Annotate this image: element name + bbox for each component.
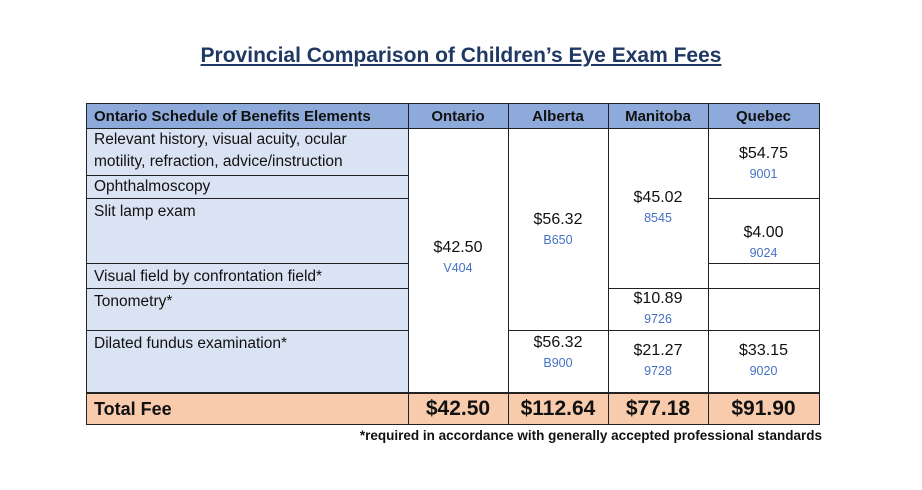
row-label-history: Relevant history, visual acuity, ocular motility, refraction, advice/instruction <box>86 129 408 175</box>
row-label-tonometry: Tonometry* <box>86 288 408 330</box>
cell-alberta-dilated <box>508 330 608 392</box>
fee-code: 9020 <box>749 364 778 378</box>
header-manitoba: Manitoba <box>608 103 708 129</box>
column-divider <box>408 103 409 425</box>
column-divider <box>608 103 609 425</box>
cell-quebec-tonometry <box>708 288 819 330</box>
cell-ontario-fee <box>408 129 508 392</box>
header-quebec: Quebec <box>708 103 819 129</box>
column-divider <box>708 103 709 425</box>
cell-quebec-dilated <box>708 330 819 392</box>
row-divider <box>86 330 408 331</box>
page-title: Provincial Comparison of Children’s Eye Exam Fees <box>200 44 722 67</box>
fee-code: 9024 <box>749 246 778 260</box>
table-border-left <box>86 103 87 425</box>
fee-amount: $10.89 <box>633 290 683 307</box>
fee-amount: $21.27 <box>633 342 683 359</box>
header-divider <box>86 128 820 129</box>
row-divider <box>86 175 408 176</box>
cell-quebec-visual-field <box>708 263 819 288</box>
column-divider <box>508 103 509 425</box>
total-manitoba: $77.18 <box>608 394 708 424</box>
fee-amount: $54.75 <box>739 145 788 162</box>
row-divider <box>608 288 820 289</box>
fee-code: B900 <box>543 356 573 370</box>
total-alberta: $112.64 <box>508 394 608 424</box>
row-divider <box>508 330 820 331</box>
total-divider <box>86 392 820 394</box>
header-alberta: Alberta <box>508 103 608 129</box>
row-label-slit-lamp: Slit lamp exam <box>86 198 408 263</box>
row-divider <box>86 288 408 289</box>
fee-amount: $56.32 <box>533 211 583 228</box>
fee-code: V404 <box>443 261 473 275</box>
row-label-ophthalmoscopy: Ophthalmoscopy <box>86 175 408 198</box>
fee-amount: $42.50 <box>433 239 483 256</box>
cell-quebec-slit-lamp <box>708 198 819 263</box>
row-label-visual-field: Visual field by confrontation field* <box>86 263 408 288</box>
table-border-right <box>819 103 820 425</box>
header-elements: Ontario Schedule of Benefits Elements <box>86 103 408 129</box>
fee-code: 9001 <box>749 167 778 181</box>
total-label: Total Fee <box>86 394 408 424</box>
fee-amount: $33.15 <box>739 342 788 359</box>
total-quebec: $91.90 <box>708 394 819 424</box>
fee-code: 9726 <box>644 312 672 326</box>
fee-code: B650 <box>543 233 573 247</box>
cell-quebec-history <box>708 129 819 198</box>
table-border-bottom <box>86 424 820 425</box>
fee-code: 8545 <box>644 211 672 225</box>
total-ontario: $42.50 <box>408 394 508 424</box>
row-divider <box>86 198 408 199</box>
row-label-dilated: Dilated fundus examination* <box>86 330 408 392</box>
fee-amount: $4.00 <box>743 224 784 241</box>
row-divider <box>708 263 820 264</box>
cell-alberta-main <box>508 129 608 330</box>
footnote: *required in accordance with generally accepted professional standards <box>359 428 822 443</box>
row-divider <box>708 198 820 199</box>
cell-manitoba-dilated <box>608 330 708 392</box>
cell-manitoba-main <box>608 129 708 288</box>
fee-amount: $56.32 <box>533 334 583 351</box>
table-border-top <box>86 103 820 104</box>
row-divider <box>86 263 408 264</box>
cell-manitoba-tonometry <box>608 288 708 330</box>
header-ontario: Ontario <box>408 103 508 129</box>
fee-amount: $45.02 <box>633 189 683 206</box>
fee-code: 9728 <box>644 364 672 378</box>
